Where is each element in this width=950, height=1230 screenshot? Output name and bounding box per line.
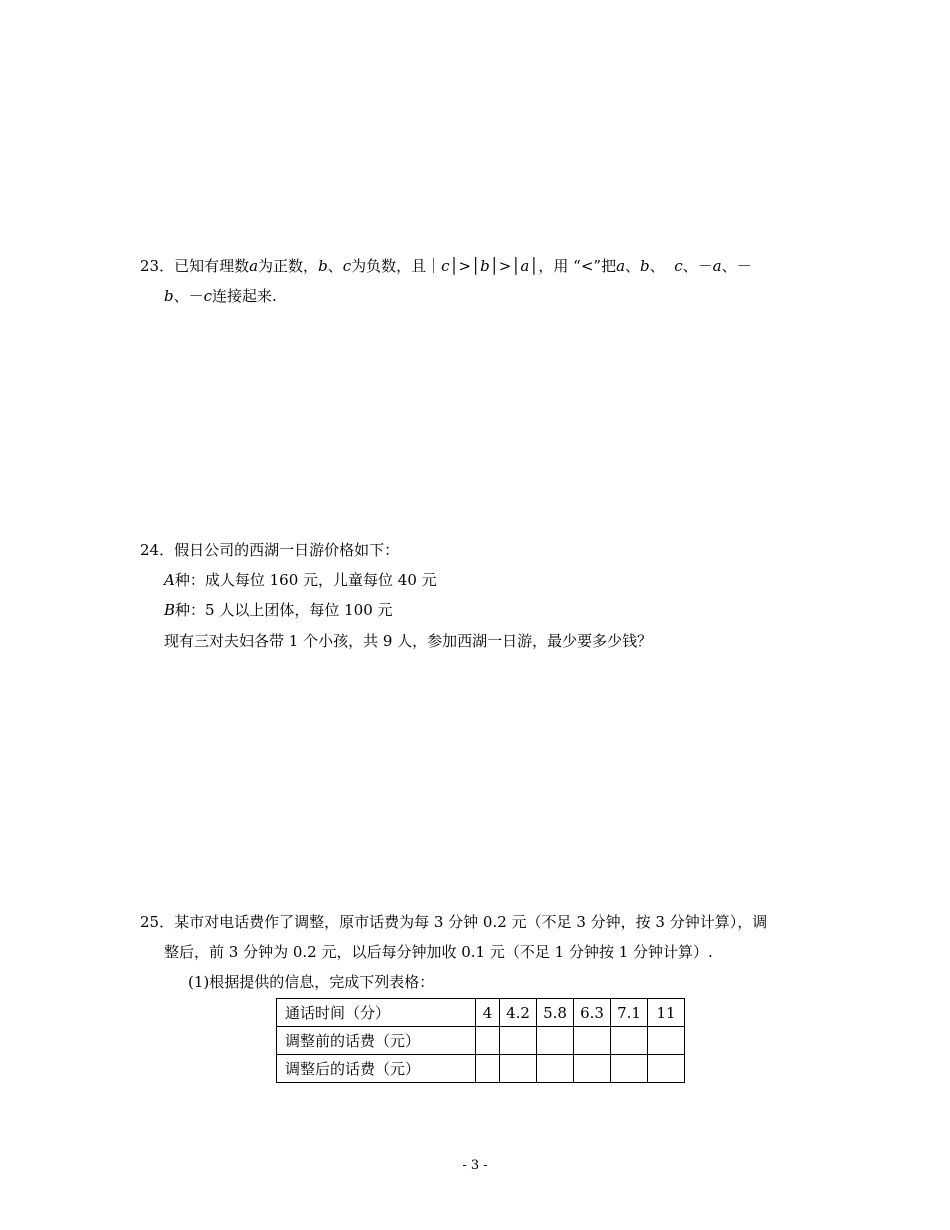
q23-text: 为正数， (258, 257, 319, 275)
q24-option-b (164, 600, 393, 620)
q24-line1: 24．假日公司的西湖一日游价格如下： (140, 541, 400, 559)
q23-text: 、 (625, 257, 641, 275)
table-row (277, 999, 685, 1027)
option-text: 种：5 人以上团体，每位 100 元 (175, 601, 393, 619)
answer-cell[interactable] (537, 1027, 574, 1055)
answer-cell[interactable] (611, 1055, 648, 1083)
q25-line1: 25．某市对电话费作了调整，原市话费为每 3 分钟 0.2 元（不足 3 分钟，按 3 分钟计算），调 (140, 913, 768, 931)
time-cell: 4.2 (500, 999, 537, 1027)
row-header-time: 通话时间（分） (277, 999, 476, 1027)
var-b: b (164, 287, 174, 305)
var-a: a (712, 257, 722, 275)
time-cell: 4 (476, 999, 500, 1027)
option-text: 种：成人每位 160 元，儿童每位 40 元 (174, 571, 437, 589)
answer-cell[interactable] (500, 1055, 537, 1083)
option-letter: B (164, 601, 176, 619)
q23-line1 (140, 256, 752, 276)
var-b: b (480, 257, 490, 275)
var-a: a (249, 257, 259, 275)
q23-line2 (164, 286, 277, 306)
q23-text: 23．已知有理数 (140, 257, 250, 275)
q25-line2: 整后，前 3 分钟为 0.2 元，以后每分钟加收 0.1 元（不足 1 分钟按 1 分钟计算）. (164, 943, 713, 961)
time-cell: 5.8 (537, 999, 574, 1027)
time-cell: 11 (648, 999, 685, 1027)
option-letter: A (164, 571, 175, 589)
var-c: c (203, 287, 213, 305)
answer-cell[interactable] (648, 1055, 685, 1083)
q23-text: │>│ (449, 257, 481, 275)
answer-cell[interactable] (574, 1055, 611, 1083)
var-c: c (674, 257, 683, 275)
q23-text: 、－ (173, 287, 204, 305)
page-number: - 3 - (462, 1158, 488, 1173)
q23-text: 、－ (682, 257, 713, 275)
q23-text: │>│ (489, 257, 521, 275)
var-c: c (441, 257, 450, 275)
q24-option-a (164, 570, 437, 590)
var-a: a (520, 257, 530, 275)
q23-text: 、 (327, 257, 343, 275)
var-b: b (640, 257, 650, 275)
row-header-fee-after: 调整后的话费（元） (277, 1055, 476, 1083)
var-b: b (318, 257, 328, 275)
answer-cell[interactable] (500, 1027, 537, 1055)
time-cell: 6.3 (574, 999, 611, 1027)
table-row (277, 1027, 685, 1055)
answer-cell[interactable] (537, 1055, 574, 1083)
table-row (277, 1055, 685, 1083)
time-cell: 7.1 (611, 999, 648, 1027)
q23-text: 为负数，且｜ (351, 257, 442, 275)
q25-sub1: (1)根据提供的信息，完成下列表格： (188, 973, 435, 991)
answer-cell[interactable] (476, 1055, 500, 1083)
q24-question: 现有三对夫妇各带 1 个小孩，共 9 人，参加西湖一日游，最少要多少钱？ (164, 632, 653, 650)
answer-cell[interactable] (574, 1027, 611, 1055)
var-c: c (342, 257, 352, 275)
var-a: a (616, 257, 626, 275)
answer-cell[interactable] (476, 1027, 500, 1055)
q23-text: 连接起来. (212, 287, 277, 305)
q23-text: 、－ (721, 257, 752, 275)
q23-text: │，用 “<”把 (529, 257, 617, 275)
answer-cell[interactable] (611, 1027, 648, 1055)
row-header-fee-before: 调整前的话费（元） (277, 1027, 476, 1055)
answer-cell[interactable] (648, 1027, 685, 1055)
fee-table (276, 998, 685, 1083)
q23-text: 、 (649, 257, 675, 275)
